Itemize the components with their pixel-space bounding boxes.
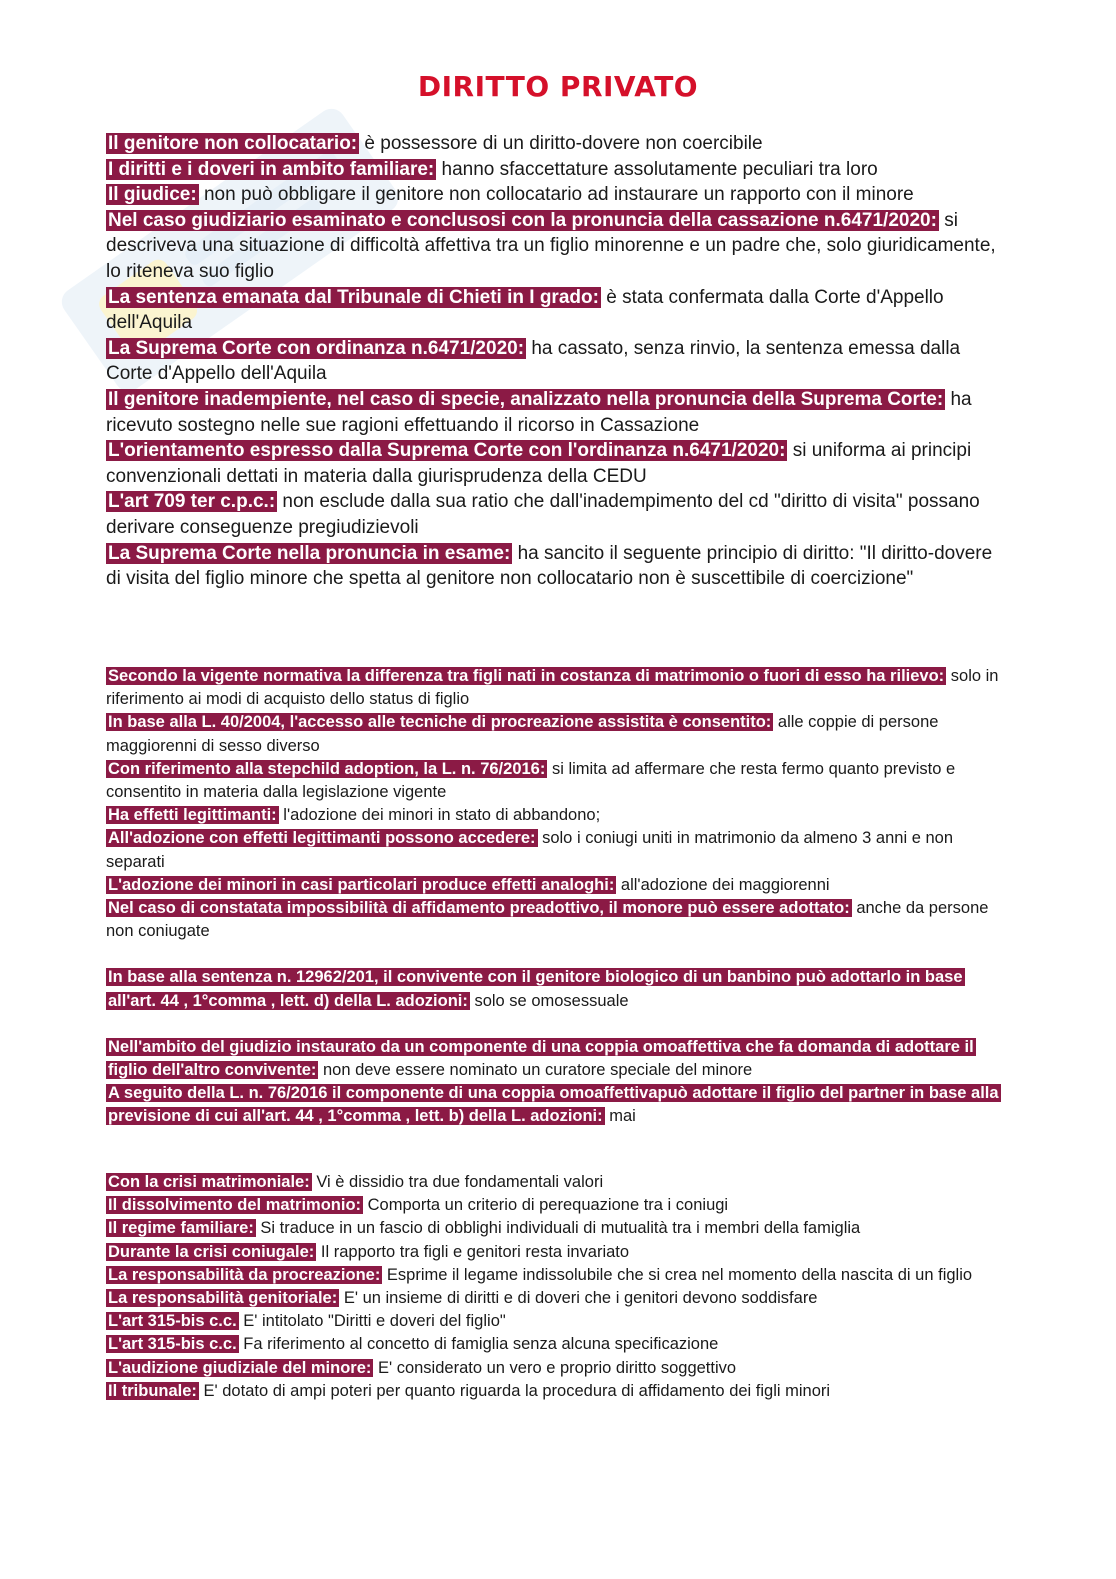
qa-entry [106, 1241, 1006, 1264]
answer-text: si limita ad affermare che resta fermo quanto previsto e consentito in materia dalla legislazione vigente [106, 759, 956, 802]
answer-text: Si traduce in un fascio di obblighi individuali di mutualità tra i membri della famiglia [260, 1219, 861, 1238]
question-highlight: La responsabilità da procreazione: [108, 1265, 381, 1284]
qa-entry [106, 387, 1006, 438]
qa-entry [106, 182, 1006, 208]
answer-text: E' intitolato "Diritti e doveri del figlio" [243, 1312, 506, 1331]
answer-text: mai [609, 1107, 636, 1126]
qa-entry [106, 1380, 1006, 1403]
qa-entry [106, 157, 1006, 183]
qa-entry [106, 1194, 1006, 1217]
question-highlight: Il tribunale: [108, 1381, 197, 1400]
question-highlight: I diritti e i doveri in ambito familiare: [108, 158, 435, 180]
answer-text: Comporta un criterio di perequazione tra i coniugi [367, 1196, 729, 1215]
answer-text: E' considerato un vero e proprio diritto soggettivo [377, 1358, 737, 1377]
qa-entry [106, 1310, 1006, 1333]
qa-entry [106, 711, 1006, 757]
qa-entry [106, 897, 1006, 943]
question-highlight: Nel caso di constatata impossibilità di affidamento preadottivo, il monore può essere adottato: [108, 899, 850, 918]
answer-text: Vi è dissidio tra due fondamentali valori [316, 1173, 604, 1191]
answer-text: solo in riferimento ai modi di acquisto dello status di figlio [106, 667, 999, 709]
answer-text: all'adozione dei maggiorenni [620, 875, 830, 894]
question-highlight: Secondo la vigente normativa la differenza tra figli nati in costanza di matrimonio o fuori di esso ha rilievo: [108, 667, 945, 685]
qa-entry [106, 131, 1006, 157]
answer-text: non esclude dalla sua ratio che dall'inadempimento del cd "diritto di visita" possano derivare conseguenze pregiudizievoli [106, 491, 980, 538]
answer-text: E' dotato di ampi poteri per quanto riguarda la procedura di affidamento dei figli minori [203, 1381, 831, 1400]
qa-entry [106, 1333, 1006, 1356]
qa-entry [106, 1082, 1006, 1128]
question-highlight: Nel caso giudiziario esaminato e conclusosi con la pronuncia della cassazione n.6471/2020: [108, 209, 937, 231]
question-highlight: Il genitore inadempiente, nel caso di specie, analizzato nella pronuncia della Suprema Corte: [108, 388, 944, 410]
qa-entry [106, 874, 1006, 897]
answer-text: è possessore di un diritto-dovere non coercibile [364, 133, 763, 154]
answer-text: Esprime il legame indissolubile che si crea nel momento della nascita di un figlio [386, 1265, 973, 1284]
answer-text: Il rapporto tra figli e genitori resta invariato [320, 1242, 630, 1261]
section-crisi-matrimoniale [106, 1171, 1006, 1403]
qa-entry [106, 1264, 1006, 1287]
question-highlight: Nell'ambito del giudizio instaurato da un componente di una coppia omoaffettiva che fa domanda di adottare il figlio dell'altro convivente: [108, 1037, 974, 1080]
qa-entry [106, 1217, 1006, 1240]
question-highlight: Il giudice: [108, 184, 197, 206]
qa-entry [106, 438, 1006, 489]
qa-entry [106, 208, 1006, 285]
qa-entry [106, 804, 1006, 827]
question-highlight: In base alla sentenza n. 12962/201, il convivente con il genitore biologico di un banbino può adottarlo in base all'art. 44 , 1°comma , lett. d) della L. adozioni: [108, 968, 963, 1010]
question-highlight: L'art 315-bis c.c. [108, 1312, 237, 1331]
answer-text: E' un insieme di diritti e di doveri che i genitori devono soddisfare [343, 1289, 818, 1308]
qa-entry [106, 758, 1006, 804]
qa-entry [106, 1287, 1006, 1310]
spacer [106, 1013, 1006, 1036]
question-highlight: L'art 709 ter c.p.c.: [108, 491, 276, 513]
question-highlight: Con riferimento alla stepchild adoption, la L. n. 76/2016: [108, 759, 546, 778]
section-genitore [106, 131, 1006, 592]
qa-entry [106, 827, 1006, 873]
qa-entry [106, 966, 1006, 1012]
answer-text: l'adozione dei minori in stato di abbandono; [283, 806, 601, 825]
answer-text: si descriveva una situazione di difficoltà affettiva tra un figlio minorenne e un padre che, solo giuridicamente, lo riteneva suo figlio [106, 209, 996, 282]
question-highlight: In base alla L. 40/2004, l'accesso alle tecniche di procreazione assistita è consentito: [108, 713, 772, 732]
question-highlight: Ha effetti legittimanti: [108, 806, 277, 825]
answer-text: ha cassato, senza rinvio, la sentenza emessa dalla Corte d'Appello dell'Aquila [106, 337, 961, 385]
spacer [106, 943, 1006, 966]
answer-text: non deve essere nominato un curatore speciale del minore [322, 1061, 753, 1080]
section-filiazione-adozione [106, 665, 1006, 1129]
qa-entry [106, 1171, 1006, 1194]
question-highlight: L'orientamento espresso dalla Suprema Corte con l'ordinanza n.6471/2020: [108, 440, 786, 462]
answer-text: solo i coniugi uniti in matrimonio da almeno 3 anni e non separati [106, 829, 954, 871]
answer-text: anche da persone non coniugate [106, 899, 989, 941]
question-highlight: La Suprema Corte con ordinanza n.6471/2020: [108, 337, 525, 359]
question-highlight: L'art 315-bis c.c. [108, 1335, 237, 1354]
question-highlight: All'adozione con effetti legittimanti possono accedere: [108, 829, 536, 848]
answer-text: Fa riferimento al concetto di famiglia senza alcuna specificazione [243, 1335, 719, 1354]
answer-text: è stata confermata dalla Corte d'Appello dell'Aquila [106, 286, 944, 334]
question-highlight: La responsabilità genitoriale: [108, 1289, 338, 1308]
question-highlight: A seguito della L. n. 76/2016 il componente di una coppia omoaffettivapuò adottare il figlio del partner in base alla previsione di cui all'art. 44 , 1°comma , lett. b) della L. adozioni: [108, 1084, 999, 1126]
answer-text: ha sancito il seguente principio di diritto: "Il diritto-dovere di visita del figlio minore che spetta al genitore non collocatario non è suscettibile di coercizione" [106, 542, 993, 590]
qa-entry [106, 665, 1006, 711]
question-highlight: L'adozione dei minori in casi particolari produce effetti analoghi: [108, 875, 615, 894]
page-title: DIRITTO PRIVATO [417, 70, 699, 103]
answer-text: solo se omosessuale [474, 991, 629, 1010]
qa-entry [106, 285, 1006, 336]
answer-text: si uniforma ai principi convenzionali dettati in materia dalla giurisprudenza della CEDU [106, 440, 972, 487]
question-highlight: Il dissolvimento del matrimonio: [108, 1196, 362, 1215]
qa-entry [106, 489, 1006, 540]
qa-entry [106, 1036, 1006, 1082]
question-highlight: L'audizione giudiziale del minore: [108, 1358, 372, 1377]
question-highlight: Il regime familiare: [108, 1219, 254, 1238]
qa-entry [106, 541, 1006, 592]
qa-entry [106, 336, 1006, 387]
answer-text: ha ricevuto sostegno nelle sue ragioni effettuando il ricorso in Cassazione [106, 388, 972, 436]
question-highlight: Con la crisi matrimoniale: [108, 1173, 310, 1191]
qa-entry [106, 1357, 1006, 1380]
answer-text: non può obbligare il genitore non collocatario ad instaurare un rapporto con il minore [203, 184, 914, 206]
answer-text: alle coppie di persone maggiorenni di sesso diverso [106, 713, 939, 755]
answer-text: hanno sfaccettature assolutamente peculiari tra loro [441, 158, 878, 180]
question-highlight: Durante la crisi coniugale: [108, 1242, 315, 1261]
question-highlight: La Suprema Corte nella pronuncia in esame: [108, 542, 511, 564]
question-highlight: La sentenza emanata dal Tribunale di Chieti in I grado: [108, 286, 599, 308]
question-highlight: Il genitore non collocatario: [108, 133, 358, 154]
